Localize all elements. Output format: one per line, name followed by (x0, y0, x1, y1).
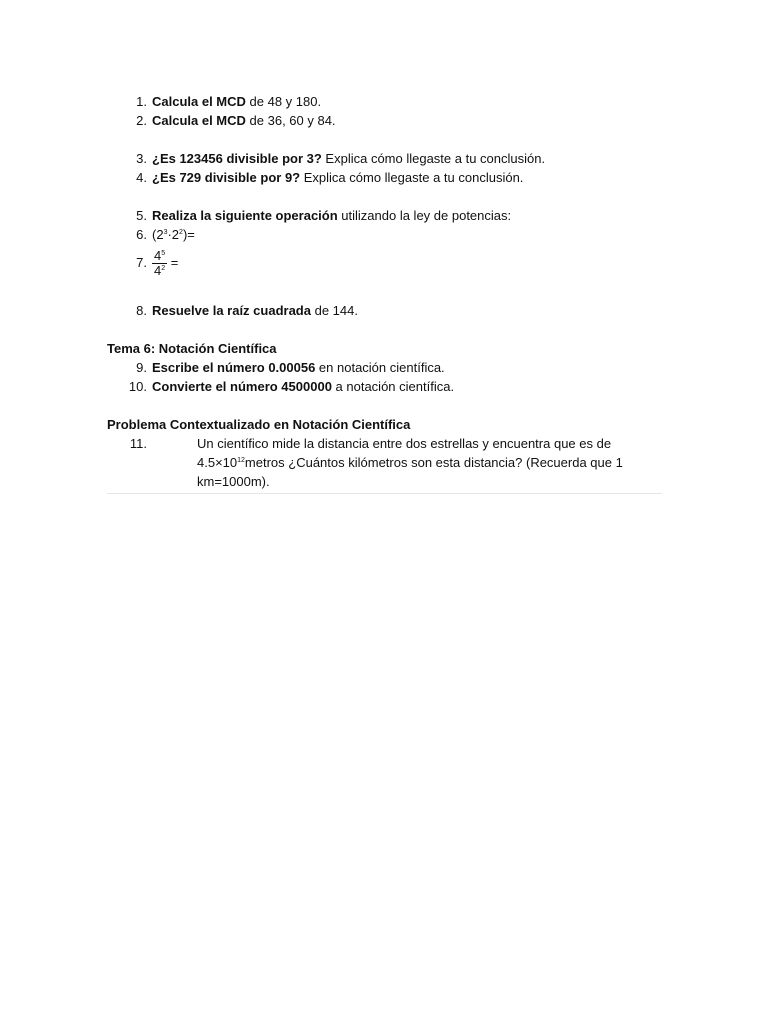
list-item-6 (107, 225, 662, 244)
spacer (107, 396, 662, 415)
list-item-4 (107, 168, 662, 187)
item-text: de 36, 60 y 84. (245, 113, 336, 128)
item-number: 4. (136, 170, 147, 185)
list-item-2 (107, 111, 662, 130)
denominator: $4^2$ (154, 263, 166, 279)
list-item-10 (107, 377, 662, 396)
spacer (107, 187, 662, 206)
list-item-7 (107, 244, 662, 282)
item-number: 1. (136, 94, 147, 109)
item-text: de 144. (310, 303, 358, 318)
exponent: 2 (179, 229, 183, 236)
power-expression: $(2^3\cdot 2^2)=$ (152, 227, 195, 242)
list-item-11 (107, 434, 662, 491)
item-text: Explica cómo llegaste a tu conclusión. (321, 151, 546, 166)
item-text: utilizando la ley de potencias: (337, 208, 512, 223)
item-number: 3. (136, 151, 147, 166)
horizontal-rule (107, 493, 662, 494)
item-text: de 48 y 180. (245, 94, 322, 109)
item-text: a notación científica. (331, 379, 455, 394)
item-number: 11. (129, 436, 147, 451)
item-number: 2. (136, 113, 147, 128)
item-number: 8. (136, 303, 147, 318)
section-heading-problema: Problema Contextualizado en Notación Científica (107, 417, 411, 432)
item-bold-text: ¿Es 123456 divisible por 3? (152, 151, 322, 166)
item-number: 10. (128, 379, 147, 394)
fraction-expression: $\frac{4^5}{4^2}$ = (154, 248, 179, 279)
fraction (152, 249, 167, 278)
item-number: 9. (136, 360, 147, 375)
item-text: en notación científica. (315, 360, 445, 375)
spacer (107, 282, 662, 301)
item-bold-text: Realiza la siguiente operación (152, 208, 338, 223)
item-bold-text: Calcula el MCD (152, 113, 246, 128)
exponent: 3 (163, 229, 168, 236)
list-item-5 (107, 206, 662, 225)
item-bold-text: Resuelve la raíz cuadrada (152, 303, 311, 318)
item-bold-text: Calcula el MCD (152, 94, 246, 109)
item-number: 5. (136, 208, 147, 223)
numerator: $4^5$ (154, 248, 166, 264)
spacer (107, 320, 662, 339)
item-number: 6. (136, 227, 147, 242)
item-number: 7. (136, 255, 147, 270)
list-item-3 (107, 149, 662, 168)
item-text: Un científico mide la distancia entre dos estrellas y encuentra que es de $4.5\times 10^{12}metros$ ¿Cuántos kilómetros son esta distancia? (Recuerda que 1 km=1000m). (197, 436, 623, 489)
item-bold-text: ¿Es 729 divisible por 9? (152, 170, 301, 185)
item-bold-text: Convierte el número 4500000 (152, 379, 332, 394)
section-heading-tema6: Tema 6: Notación Científica (107, 341, 277, 356)
spacer (107, 130, 662, 149)
exponent: 12 (237, 457, 245, 464)
item-bold-text: Escribe el número 0.00056 (152, 360, 316, 375)
list-item-9 (107, 358, 662, 377)
list-item-8 (107, 301, 662, 320)
list-item-1 (107, 92, 662, 111)
document-page (107, 92, 662, 494)
item-text: Explica cómo llegaste a tu conclusión. (300, 170, 524, 185)
